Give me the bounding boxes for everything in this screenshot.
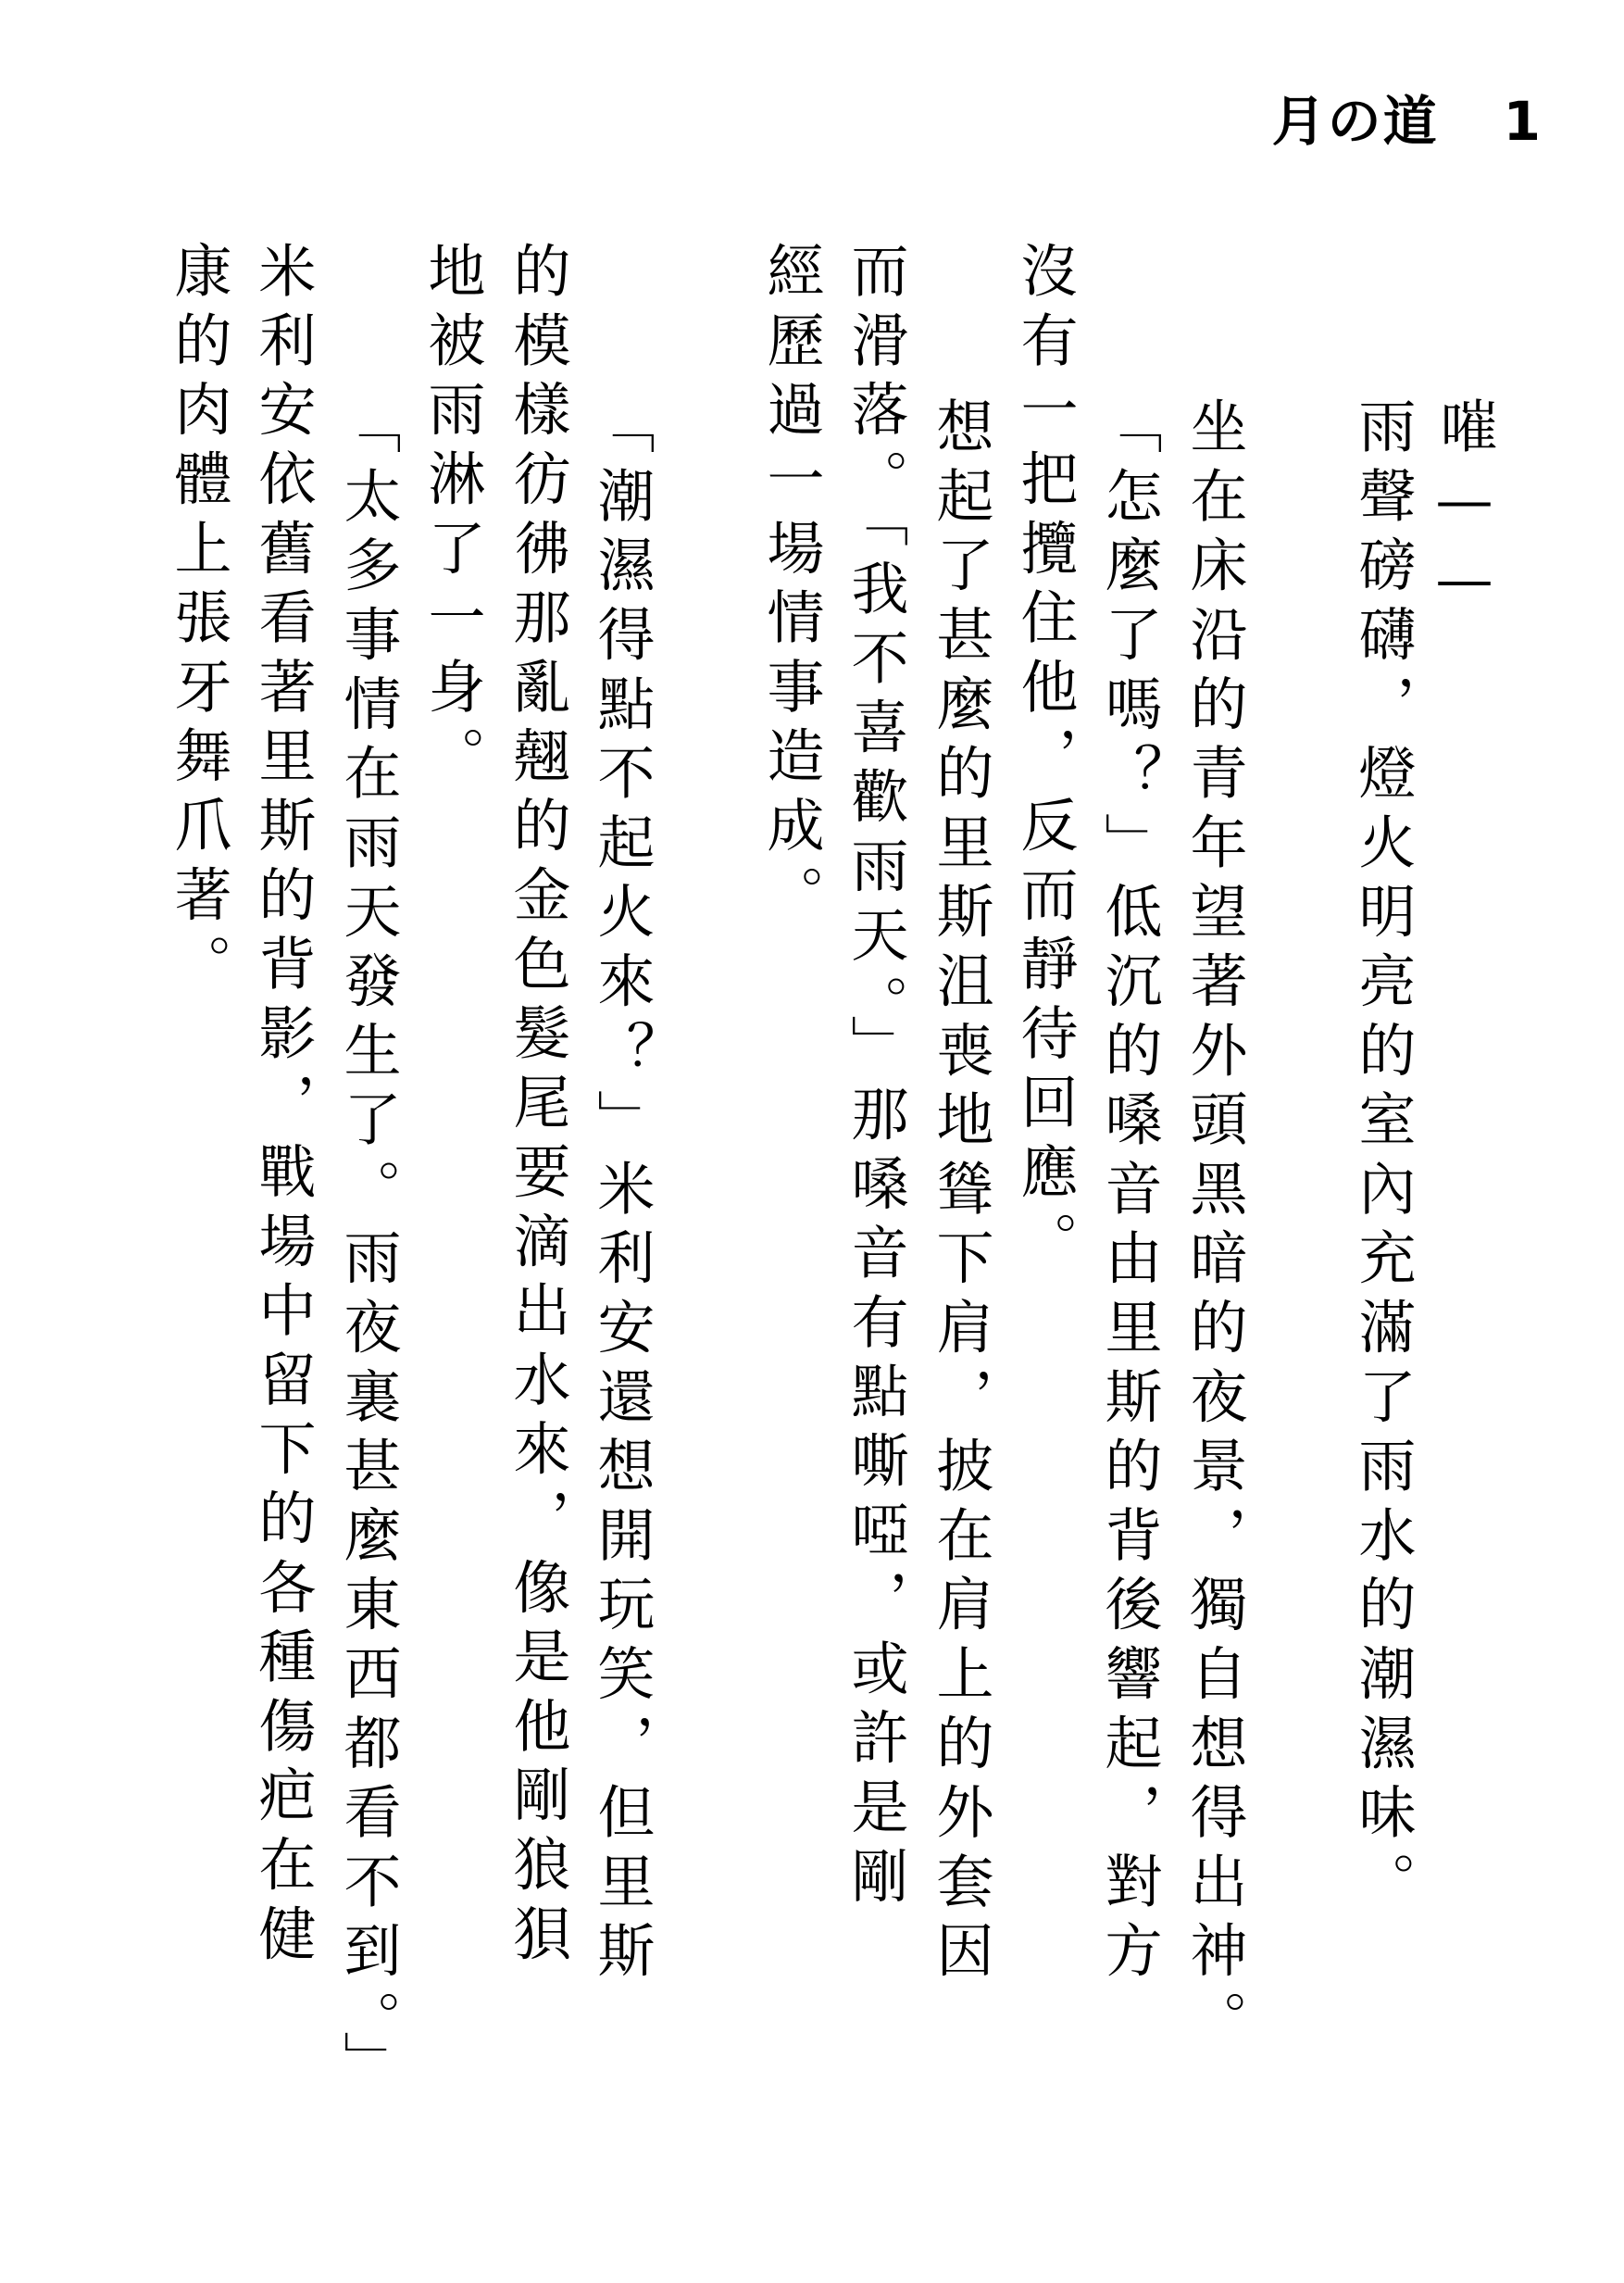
text-column: 「潮濕得點不起火來？」米利安還想開玩笑，但里斯 (588, 396, 656, 1990)
page-number: 1 (1503, 90, 1543, 153)
text-column: 經歷過一場情事造成。 (757, 241, 825, 934)
text-column: 想起了甚麼的里斯沮喪地聳下肩，披在肩上的外套因 (927, 396, 994, 1990)
text-column: 沒有一把攬住他，反而靜待回應。 (1011, 241, 1079, 1280)
text-column: 嗺—— (1430, 396, 1498, 625)
text-column: 坐在床沿的青年望著外頭黑暗的夜景，獨自想得出神。 (1181, 396, 1248, 2060)
text-column: 的模樣彷彿那亂翹的金色髮尾要滴出水來，像是他剛狼狽 (504, 241, 571, 1973)
text-column: 雨聲磅礴，燈火明亮的室內充滿了雨水的潮濕味。 (1349, 396, 1417, 1921)
text-column: 康的肉體上張牙舞爪著。 (165, 241, 232, 1003)
text-column: 「太多事情在雨天發生了。雨夜裏甚麼東西都看不到。」 (334, 396, 402, 2100)
text-column: 「怎麼了嗎？」低沉的嗓音由里斯的背後響起，對方 (1095, 396, 1163, 1990)
chapter-title: 月の道 (1271, 90, 1439, 153)
text-column: 而滑落。「我不喜歡雨天。」那嗓音有點嘶啞，或許是剛 (842, 241, 909, 1915)
text-column: 地被雨淋了一身。 (418, 241, 486, 796)
text-column: 米利安依舊看著里斯的背影，戰場中留下的各種傷疤在健 (249, 241, 317, 1973)
